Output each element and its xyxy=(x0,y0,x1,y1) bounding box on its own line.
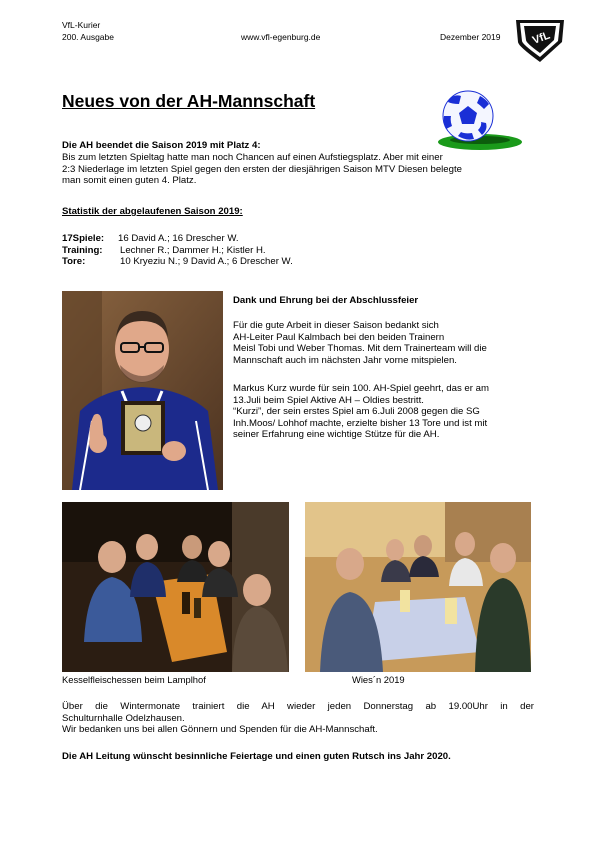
feature-line: Für die gute Arbeit in dieser Saison bedankt sich xyxy=(233,320,439,331)
svg-text:VfL: VfL xyxy=(530,29,552,47)
group-photo-wiesn xyxy=(305,502,531,672)
publication-name: VfL-Kurier xyxy=(62,20,101,30)
feature-paragraph-2 xyxy=(233,383,533,441)
stats-label: Training: xyxy=(62,244,103,256)
soccer-ball-icon xyxy=(430,86,524,152)
intro-paragraph xyxy=(62,152,534,187)
page-title: Neues von der AH-Mannschaft xyxy=(62,91,316,111)
stats-heading: Statistik der abgelaufenen Saison 2019: xyxy=(62,206,243,217)
intro-line: Bis zum letzten Spieltag hatte man noch Chancen auf einen Aufstiegsplatz. Aber mit einer xyxy=(62,152,443,163)
stats-value: Lechner R.; Dammer H.; Kistler H. xyxy=(120,244,266,256)
feature-line: Inh.Moos/ Lohhof machte, erzielte bisher 13 Tore und ist mit xyxy=(233,417,488,429)
intro-line: man somit einen guten 4. Platz. xyxy=(62,175,197,187)
stats-table xyxy=(62,233,293,268)
portrait-photo xyxy=(62,291,223,490)
closing-line: Über die Wintermonate trainiert die AH wieder jeden Donnerstag ab 19.00Uhr in der xyxy=(62,701,534,712)
section-subheading: Die AH beendet die Saison 2019 mit Platz 4: xyxy=(62,140,261,151)
feature-line: Markus Kurz wurde für sein 100. AH-Spiel geehrt, das er am xyxy=(233,383,489,394)
stats-row-training xyxy=(62,245,293,257)
caption-wiesn: Wies´n 2019 xyxy=(352,674,405,685)
feature-line: “Kurzi”, der sein erstes Spiel am 6.Juli 2008 gegen die SG xyxy=(233,406,480,418)
season-greeting: Die AH Leitung wünscht besinnliche Feiertage und einen guten Rutsch ins Jahr 2020. xyxy=(62,751,451,762)
stats-value: 10 Kryeziu N.; 9 David A.; 6 Drescher W. xyxy=(120,256,293,268)
stats-value: 16 David A.; 16 Drescher W. xyxy=(118,233,239,244)
group-photo-lamplhof xyxy=(62,502,289,672)
club-logo xyxy=(514,16,566,62)
stats-label: 17Spiele: xyxy=(62,233,105,244)
intro-line: 2:3 Niederlage im letzten Spiel gegen den ersten der diesjährigen Saison MTV Diesen belegte xyxy=(62,163,462,175)
feature-line: seiner Erfahrung eine wichtige Stütze für die AH. xyxy=(233,429,440,441)
closing-line: Wir bedanken uns bei allen Gönnern und Spenden für die AH-Mannschaft. xyxy=(62,724,378,736)
feature-paragraph-1 xyxy=(233,320,533,366)
closing-line: Schulturnhalle Odelzhausen. xyxy=(62,712,185,724)
issue-date: Dezember 2019 xyxy=(440,32,501,42)
issue-number: 200. Ausgabe xyxy=(62,32,114,42)
stats-row-goals xyxy=(62,256,293,268)
stats-row-games xyxy=(62,233,293,245)
caption-lamplhof: Kesselfleischessen beim Lamplhof xyxy=(62,674,206,685)
feature-line: 13.Juli beim Spiel Aktive AH – Oldies bestritt. xyxy=(233,394,424,406)
feature-line: AH-Leiter Paul Kalmbach bei den beiden Trainern xyxy=(233,331,445,343)
stats-label: Tore: xyxy=(62,256,86,268)
feature-heading: Dank und Ehrung bei der Abschlussfeier xyxy=(233,295,419,306)
feature-line: Mannschaft auch im nächsten Jahr vorne mitspielen. xyxy=(233,354,457,366)
closing-paragraph xyxy=(62,701,534,736)
website-link[interactable]: www.vfl-egenburg.de xyxy=(241,32,321,42)
feature-line: Meisl Tobi und Weber Thomas. Mit dem Trainerteam will die xyxy=(233,343,487,355)
